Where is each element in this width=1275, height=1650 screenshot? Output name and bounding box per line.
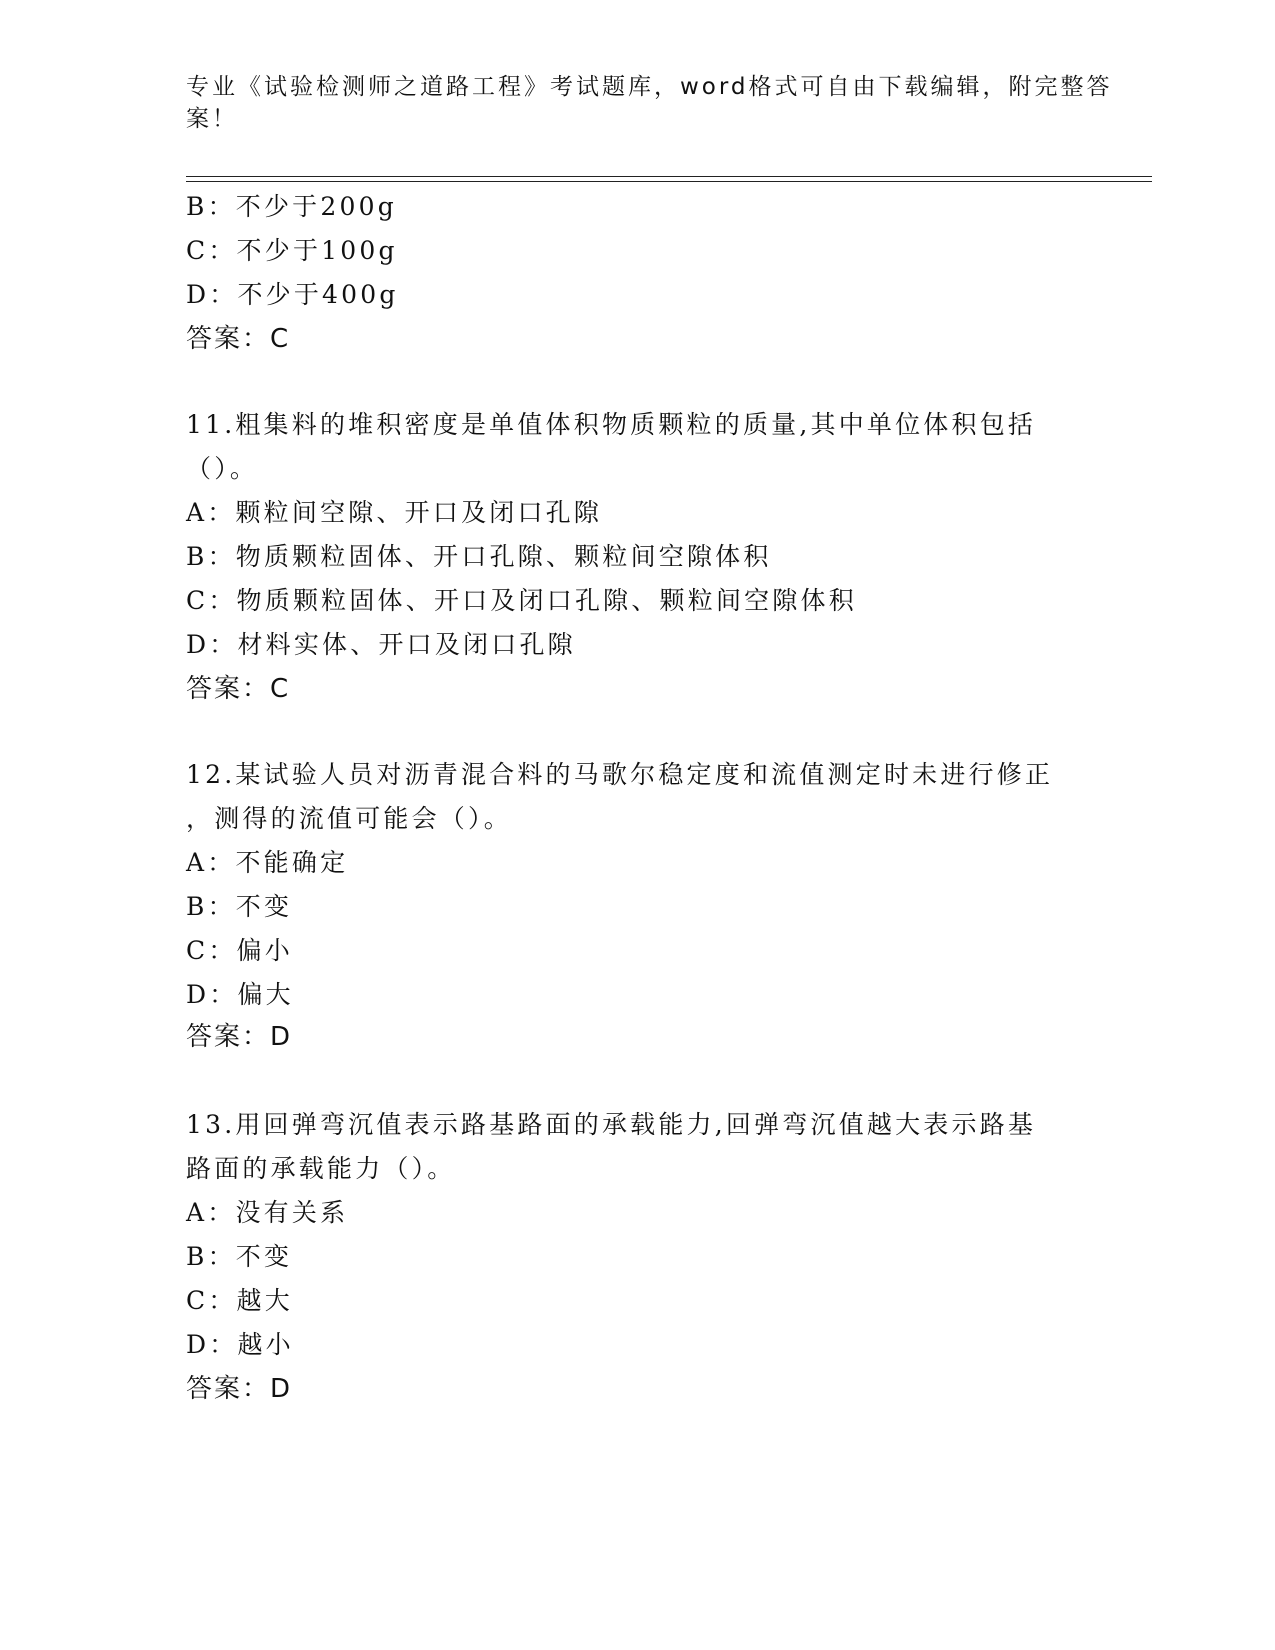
answer-value: D xyxy=(270,1374,293,1404)
answer-line xyxy=(186,1372,292,1406)
option-a: A：没有关系 xyxy=(186,1198,349,1227)
answer-label: 答案： xyxy=(186,1374,271,1404)
answer-label: 答案： xyxy=(186,1022,271,1052)
option-text: 不能确定 xyxy=(235,848,349,877)
option-label: C xyxy=(186,1286,209,1315)
option-a: A：颗粒间空隙、开口及闭口孔隙 xyxy=(186,498,603,527)
option-label: D xyxy=(186,980,210,1009)
question-stem-line: ，测得的流值可能会（）。 xyxy=(186,804,512,833)
option-label: A xyxy=(186,498,208,527)
option-label: B xyxy=(186,192,208,221)
answer-label: 答案： xyxy=(186,674,271,704)
option-text: 不少于200g xyxy=(235,192,397,221)
option-d: D：不少于400g xyxy=(186,280,399,309)
option-text: 没有关系 xyxy=(235,1198,349,1227)
option-label: A xyxy=(186,848,208,877)
option-text: 偏大 xyxy=(237,980,294,1009)
option-text: 不变 xyxy=(235,892,293,921)
option-c: C：不少于100g xyxy=(186,236,398,265)
option-label: D xyxy=(186,1330,210,1359)
answer-line xyxy=(186,1020,292,1054)
option-text: 物质颗粒固体、开口及闭口孔隙、颗粒间空隙体积 xyxy=(236,586,857,615)
option-b: B：不变 xyxy=(186,892,293,921)
header-text-line-1: 专业《试验检测师之道路工程》考试题库，word格式可自由下载编辑，附完整答 xyxy=(186,74,1113,100)
question-stem-line: 路面的承载能力（）。 xyxy=(186,1154,456,1183)
option-b: B：不少于200g xyxy=(186,192,397,221)
option-b: B：物质颗粒固体、开口孔隙、颗粒间空隙体积 xyxy=(186,542,772,571)
question-stem-line: 12.某试验人员对沥青混合料的马歌尔稳定度和流值测定时未进行修正 xyxy=(186,760,1054,789)
option-label: C xyxy=(186,586,209,615)
option-a: A：不能确定 xyxy=(186,848,349,877)
option-label: A xyxy=(186,1198,208,1227)
option-label: B xyxy=(186,892,208,921)
answer-value: C xyxy=(270,324,291,354)
option-text: 不少于400g xyxy=(237,280,399,309)
option-label: C xyxy=(186,236,209,265)
answer-value: C xyxy=(270,674,291,704)
answer-value: D xyxy=(270,1022,293,1052)
option-text: 颗粒间空隙、开口及闭口孔隙 xyxy=(235,498,603,527)
option-text: 不变 xyxy=(235,1242,293,1271)
question-stem-line: 13.用回弹弯沉值表示路基路面的承载能力,回弹弯沉值越大表示路基 xyxy=(186,1110,1037,1139)
option-c: C：物质颗粒固体、开口及闭口孔隙、颗粒间空隙体积 xyxy=(186,586,857,615)
header-text-line-2: 案！ xyxy=(186,106,238,132)
option-text: 材料实体、开口及闭口孔隙 xyxy=(237,630,576,659)
answer-line xyxy=(186,322,290,356)
option-label: B xyxy=(186,1242,208,1271)
answer-line xyxy=(186,672,290,706)
answer-label: 答案： xyxy=(186,324,271,354)
option-d: D：越小 xyxy=(186,1330,294,1359)
option-c: C：偏小 xyxy=(186,936,293,965)
option-d: D：偏大 xyxy=(186,980,294,1009)
option-label: C xyxy=(186,936,209,965)
option-text: 越大 xyxy=(236,1286,293,1315)
option-text: 不少于100g xyxy=(236,236,398,265)
header-divider xyxy=(186,176,1152,182)
option-label: B xyxy=(186,542,208,571)
option-text: 物质颗粒固体、开口孔隙、颗粒间空隙体积 xyxy=(235,542,772,571)
option-c: C：越大 xyxy=(186,1286,293,1315)
option-text: 越小 xyxy=(237,1330,294,1359)
option-text: 偏小 xyxy=(236,936,293,965)
option-label: D xyxy=(186,630,210,659)
option-b: B：不变 xyxy=(186,1242,293,1271)
question-stem-line: （）。 xyxy=(186,454,259,483)
question-stem-line: 11.粗集料的堆积密度是单值体积物质颗粒的质量,其中单位体积包括 xyxy=(186,410,1037,439)
option-label: D xyxy=(186,280,210,309)
option-d: D：材料实体、开口及闭口孔隙 xyxy=(186,630,576,659)
